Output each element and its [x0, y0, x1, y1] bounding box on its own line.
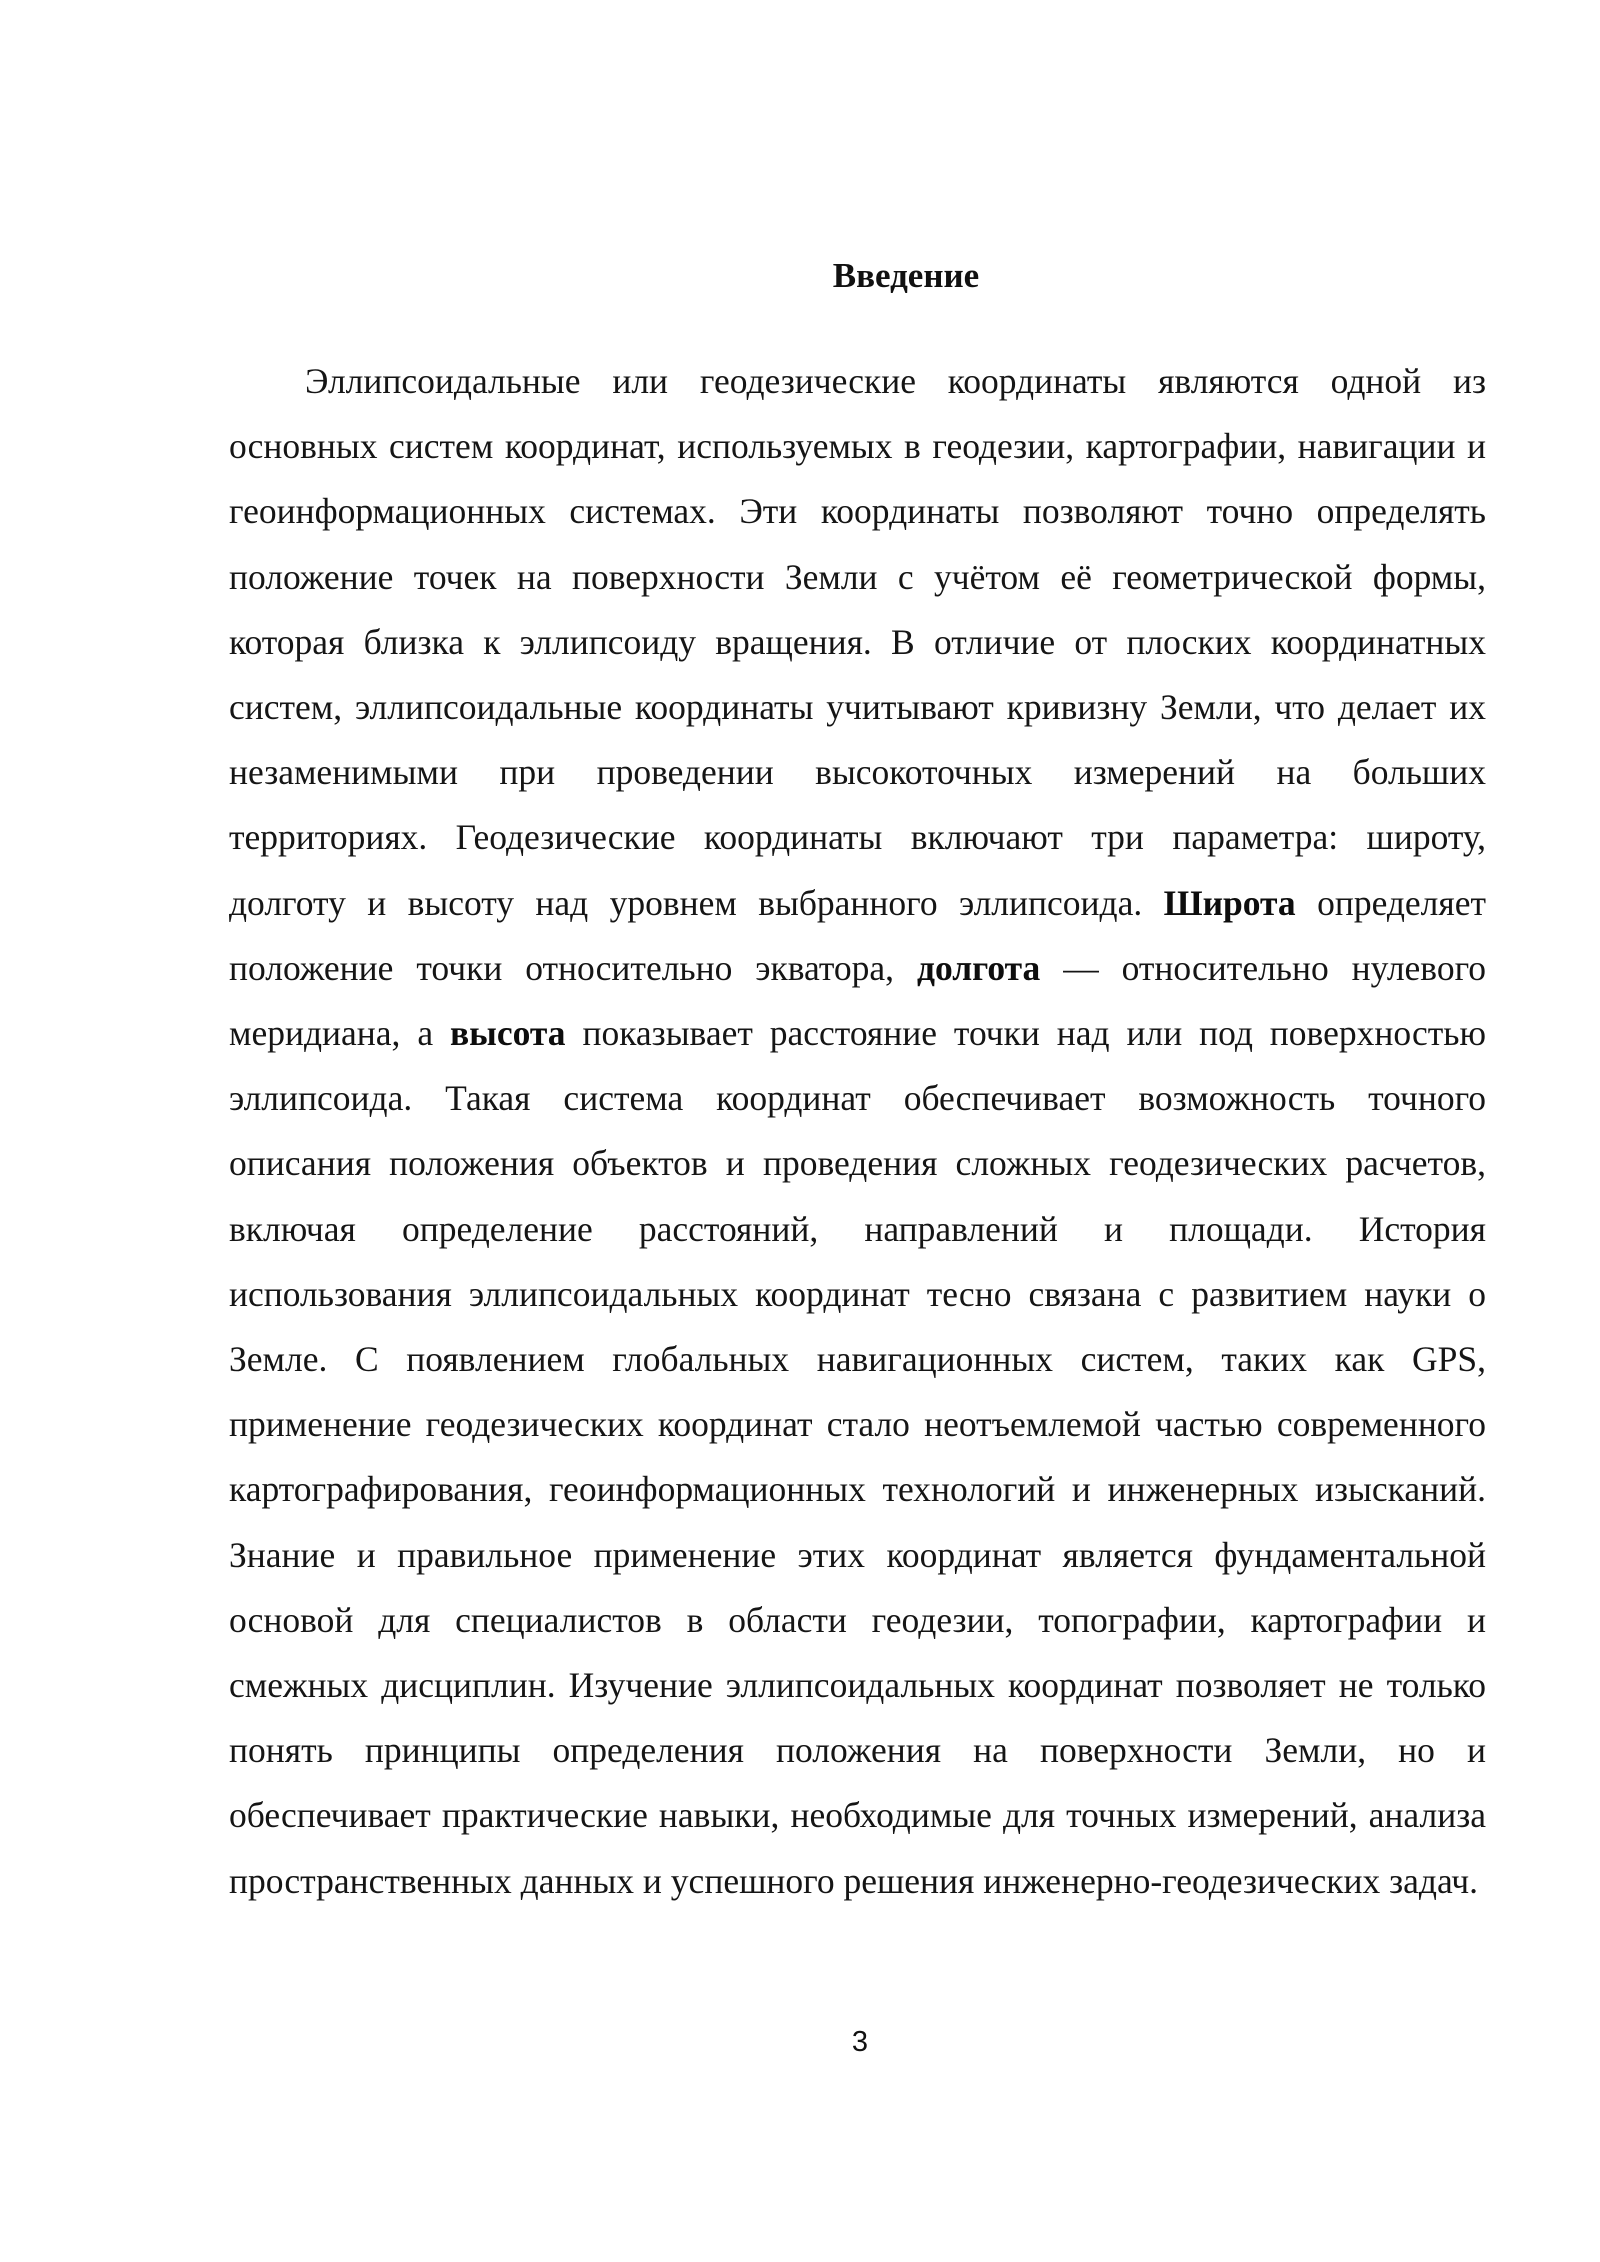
paragraph-text-part-3: — относительно нулевого меридиана, а: [229, 947, 1486, 1054]
term-latitude: Широта: [1163, 882, 1296, 923]
term-height: высота: [449, 1013, 566, 1054]
paragraph-text-part-2: определяет положение точки относительно экватора,: [229, 882, 1486, 988]
paragraph-text-part-4: показывает расстояние точки над или под поверхностью эллипсоида. Такая система координат обеспечивает возможность точного описания положения объектов и проведения сложных геодезических расчетов, включая определение расстояний, направлений и площади. История использования эллипсоидальных координат тесно связана с развитием науки о Земле. С появлением глобальных навигационных систем, таких как GPS, применение геодезических координат стало неотъемлемой частью современного картографирования, геоинформационных технологий и инженерных изысканий. Знание и правильное применение этих координат является фундаментальной основой для специалистов в области геодезии, топографии, картографии и смежных дисциплин. Изучение эллипсоидальных координат позволяет не только понять принципы определения положения на поверхности Земли, но и обеспечивает практические навыки, необходимые для точных измерений, анализа пространственных данных и успешного решения инженерно-геодезических задач.: [229, 1013, 1486, 1901]
introduction-paragraph: [229, 349, 1486, 1914]
page-number: 3: [851, 2026, 869, 2058]
paragraph-text-part-1: Эллипсоидальные или геодезические координаты являются одной из основных систем координат, используемых в геодезии, картографии, навигации и геоинформационных системах. Эти координаты позволяют точно определять положение точек на поверхности Земли с учётом её геометрической формы, которая близка к эллипсоиду вращения. В отличие от плоских координатных систем, эллипсоидальные координаты учитывают кривизну Земли, что делает их незаменимыми при проведении высокоточных измерений на больших территориях. Геодезические координаты включают три параметра: широту, долготу и высоту над уровнем выбранного эллипсоида.: [229, 361, 1486, 923]
term-longitude: долгота: [916, 947, 1041, 988]
page-title: Введение: [832, 256, 980, 295]
